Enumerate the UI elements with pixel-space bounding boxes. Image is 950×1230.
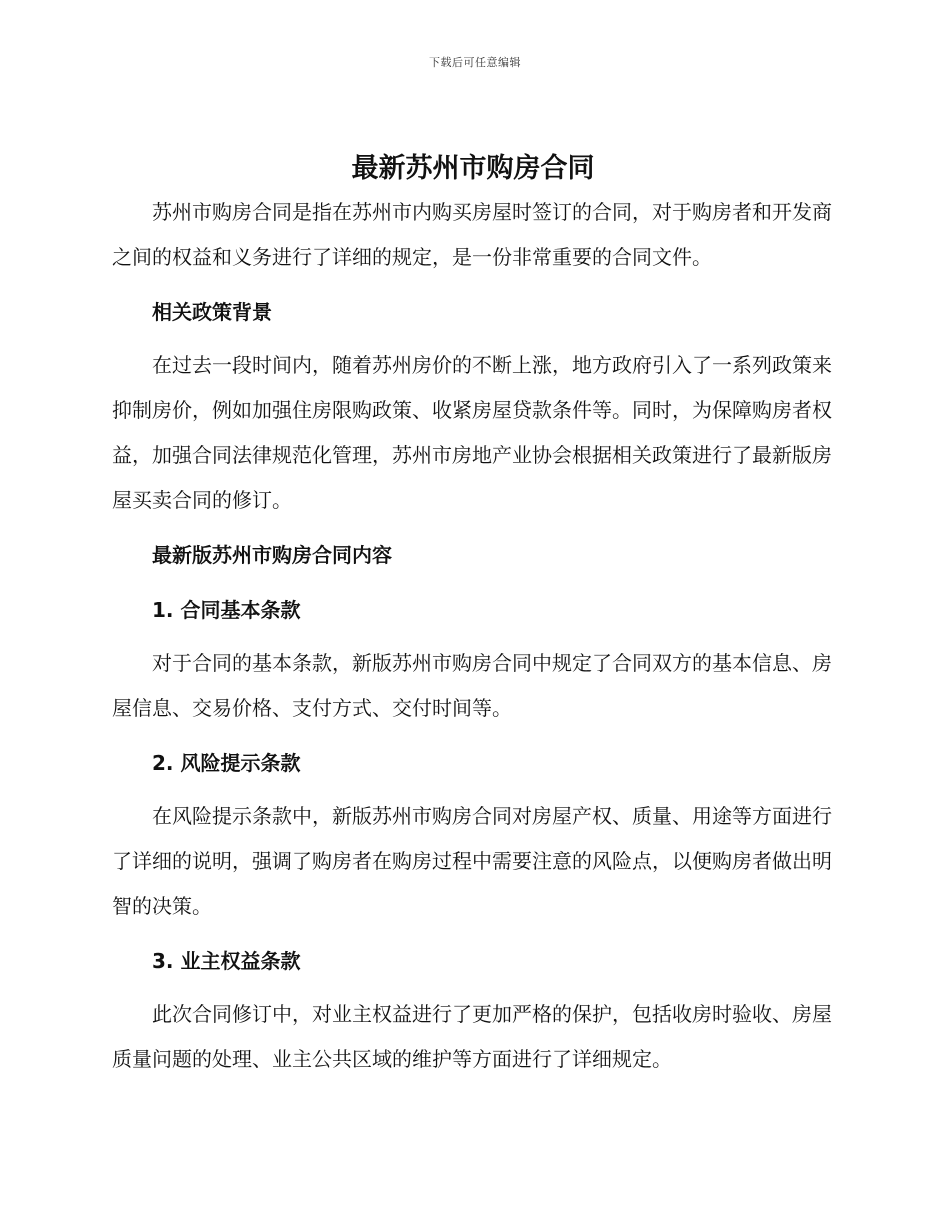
- section-3-heading: 3. 业主权益条款: [152, 949, 301, 973]
- policy-heading: 相关政策背景: [152, 300, 272, 324]
- section-2-heading: 2. 风险提示条款: [152, 751, 301, 775]
- header-note: 下载后可任意编辑: [429, 56, 521, 69]
- document-body: [112, 148, 834, 1082]
- section-1-heading: 1. 合同基本条款: [152, 598, 301, 622]
- section-2-paragraph: 在风险提示条款中，新版苏州市购房合同对房屋产权、质量、用途等方面进行了详细的说明，强调了购房者在购房过程中需要注意的风险点，以便购房者做出明智的决策。: [112, 804, 832, 918]
- intro-paragraph: 苏州市购房合同是指在苏州市内购买房屋时签订的合同，对于购房者和开发商之间的权益和义务进行了详细的规定，是一份非常重要的合同文件。: [112, 200, 832, 269]
- section-1-paragraph: 对于合同的基本条款，新版苏州市购房合同中规定了合同双方的基本信息、房屋信息、交易价格、支付方式、交付时间等。: [112, 651, 832, 720]
- section-3-paragraph: 此次合同修订中，对业主权益进行了更加严格的保护，包括收房时验收、房屋质量问题的处理、业主公共区域的维护等方面进行了详细规定。: [112, 1002, 832, 1071]
- policy-paragraph: 在过去一段时间内，随着苏州房价的不断上涨，地方政府引入了一系列政策来抑制房价，例如加强住房限购政策、收紧房屋贷款条件等。同时，为保障购房者权益，加强合同法律规范化管理，苏州市房地产业协会根据相关政策进行了最新版房屋买卖合同的修订。: [112, 353, 832, 512]
- content-heading: 最新版苏州市购房合同内容: [152, 543, 392, 567]
- document-title: 最新苏州市购房合同: [351, 153, 595, 184]
